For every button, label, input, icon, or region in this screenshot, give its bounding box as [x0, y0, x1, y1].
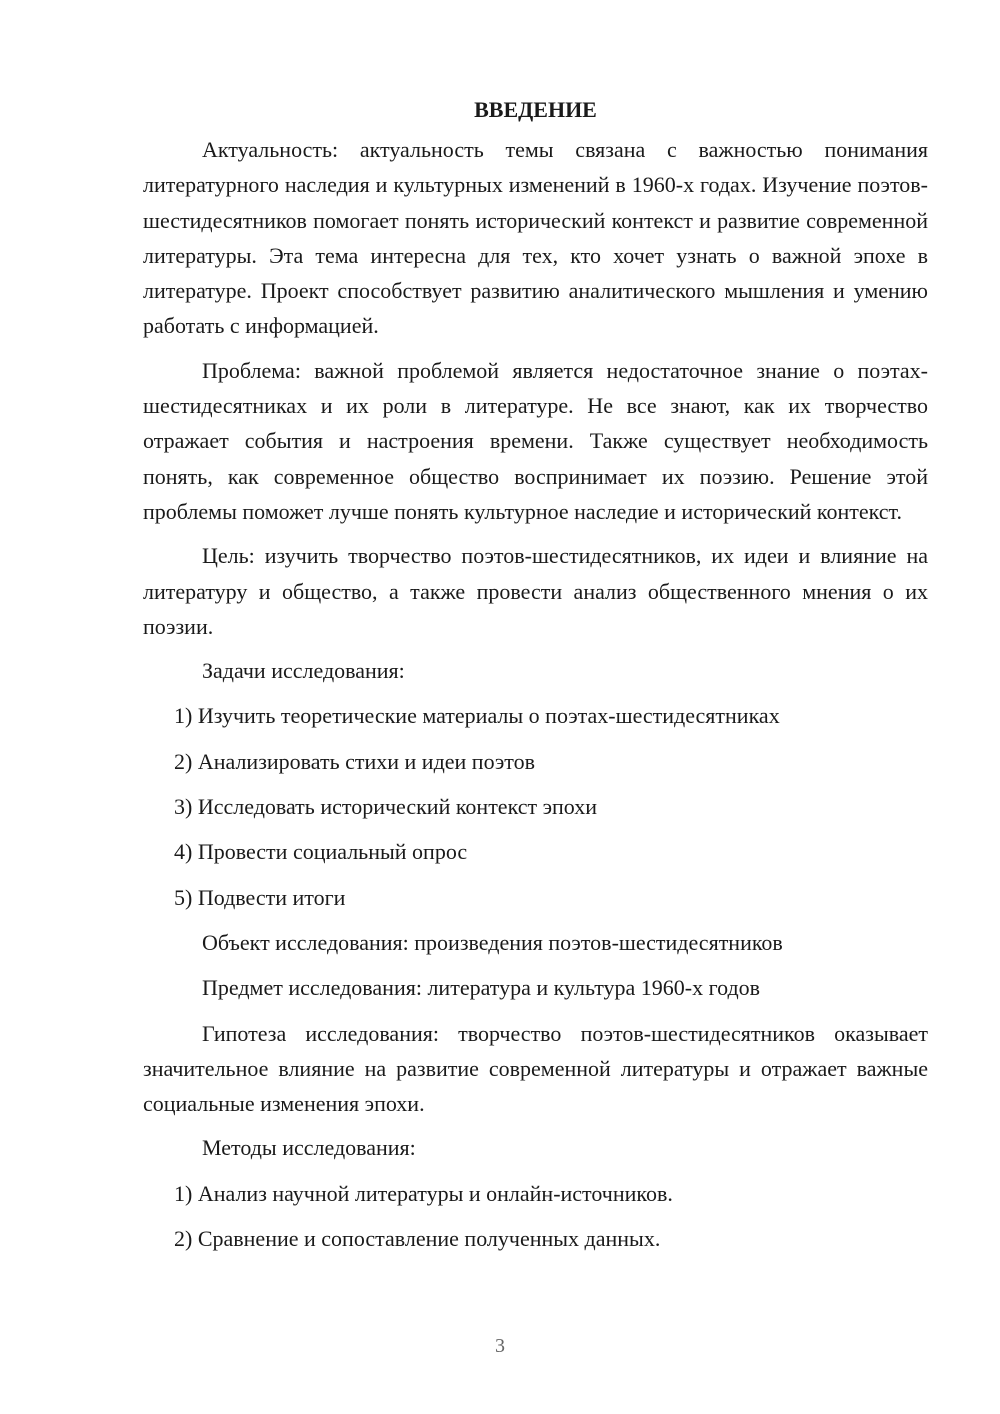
task-item: 2) Анализировать стихи и идеи поэтов	[174, 748, 536, 774]
research-subject: Предмет исследования: литература и культура 1960-х годов	[202, 975, 761, 1001]
problem-paragraph: Проблема: важной проблемой является недостаточное знание о поэтах-шестидесятниках и их роли в литературе. Не все знают, как их творчество отражает события и настроения времени. Также существует необходимость понять, как современное общество воспринимает их поэзию. Решение этой проблемы поможет лучше понять культурное наследие и исторический контекст.	[143, 357, 928, 524]
research-object: Объект исследования: произведения поэтов-шестидесятников	[202, 929, 783, 955]
task-item: 4) Провести социальный опрос	[174, 839, 468, 865]
task-item: 1) Изучить теоретические материалы о поэтах-шестидесятниках	[174, 703, 780, 729]
page-number: 3	[495, 1335, 505, 1357]
document-page	[143, 92, 928, 1266]
relevance-paragraph: Актуальность: актуальность темы связана с важностью понимания литературного наследия и культурных изменений в 1960-х годах. Изучение поэтов-шестидесятников помогает понять исторический контекст и развитие современной литературы. Эта тема интересна для тех, кто хочет узнать о важной эпохе в литературе. Проект способствует развитию аналитического мышления и умению работать с информацией.	[143, 137, 928, 339]
method-item: 2) Сравнение и сопоставление полученных данных.	[174, 1226, 661, 1252]
section-title: ВВЕДЕНИЕ	[474, 97, 597, 122]
goal-paragraph: Цель: изучить творчество поэтов-шестидесятников, их идеи и влияние на литературу и общество, а также провести анализ общественного мнения о их поэзии.	[143, 543, 928, 639]
tasks-heading: Задачи исследования:	[202, 658, 405, 684]
methods-list	[143, 1176, 928, 1257]
methods-heading: Методы исследования:	[202, 1135, 416, 1161]
task-item: 5) Подвести итоги	[174, 884, 346, 910]
tasks-list	[143, 698, 928, 914]
hypothesis-paragraph: Гипотеза исследования: творчество поэтов-шестидесятников оказывает значительное влияние на развитие современной литературы и отражает важные социальные изменения эпохи.	[143, 1020, 928, 1117]
task-item: 3) Исследовать исторический контекст эпохи	[174, 794, 598, 820]
method-item: 1) Анализ научной литературы и онлайн-источников.	[174, 1180, 673, 1206]
